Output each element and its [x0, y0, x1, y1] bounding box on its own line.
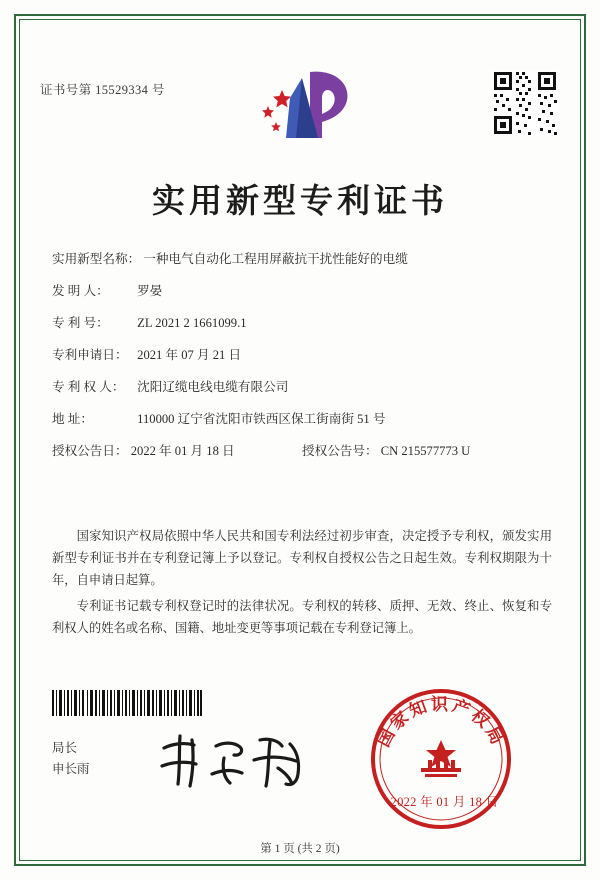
field-value: 罗晏	[137, 284, 163, 298]
field-value: ZL 2021 2 1661099.1	[137, 316, 247, 330]
cnipa-logo-icon	[252, 68, 356, 142]
publication-date-value: 2022 年 01 月 18 日	[130, 444, 235, 458]
field-value: 沈阳辽缆电线电缆有限公司	[137, 380, 289, 394]
qr-code	[492, 70, 558, 136]
field-label: 地 址：	[52, 412, 93, 426]
director-name: 申长雨	[52, 762, 90, 776]
page-title: 实用新型专利证书	[152, 184, 448, 220]
field-row-inventor	[52, 280, 552, 312]
field-value: 110000 辽宁省沈阳市铁西区保工街南街 51 号	[137, 412, 386, 426]
official-seal	[368, 686, 514, 832]
field-row-patent-number	[52, 312, 552, 344]
svg-text:国家知识产权局: 国家知识产权局	[373, 695, 509, 751]
publication-number-label: 授权公告号：	[302, 444, 378, 458]
field-row-name	[52, 248, 552, 280]
director-handwritten-signature	[150, 728, 330, 794]
field-list	[52, 248, 552, 472]
publication-number-group	[302, 440, 470, 459]
signature-block	[52, 738, 90, 780]
field-label: 专 利 权 人：	[52, 380, 125, 394]
barcode	[52, 690, 202, 716]
field-label: 发 明 人：	[52, 284, 109, 298]
legal-paragraph-1: 国家知识产权局依照中华人民共和国专利法经过初步审查，决定授予专利权，颁发实用新型专利证书并在专利登记簿上予以登记。专利权自授权公告之日起生效。专利权期限为十年，自申请日起算。	[52, 529, 552, 587]
seal-date: 2022 年 01 月 18 日	[390, 795, 499, 809]
field-label: 专 利 号：	[52, 316, 109, 330]
field-row-application-date	[52, 344, 552, 376]
legal-paragraph-2: 专利证书记载专利权登记时的法律状况。专利权的转移、质押、无效、终止、恢复和专利权人的姓名或名称、国籍、地址变更等事项记载在专利登记簿上。	[52, 599, 552, 635]
field-label: 专利申请日：	[52, 348, 128, 362]
field-row-publication	[52, 440, 552, 472]
publication-number-value: CN 215577773 U	[380, 444, 471, 458]
certificate-number: 证书号第 15529334 号	[40, 83, 165, 97]
legal-text	[52, 525, 552, 643]
field-value: 2021 年 07 月 21 日	[137, 348, 242, 362]
field-value: 一种电气自动化工程用屏蔽抗干扰性能好的电缆	[143, 252, 408, 266]
field-row-patentee	[52, 376, 552, 408]
field-row-address	[52, 408, 552, 440]
publication-date-label: 授权公告日：	[52, 444, 128, 458]
field-label: 实用新型名称：	[52, 252, 141, 266]
page-footer: 第 1 页 (共 2 页)	[260, 843, 340, 855]
director-title: 局长	[52, 741, 78, 755]
